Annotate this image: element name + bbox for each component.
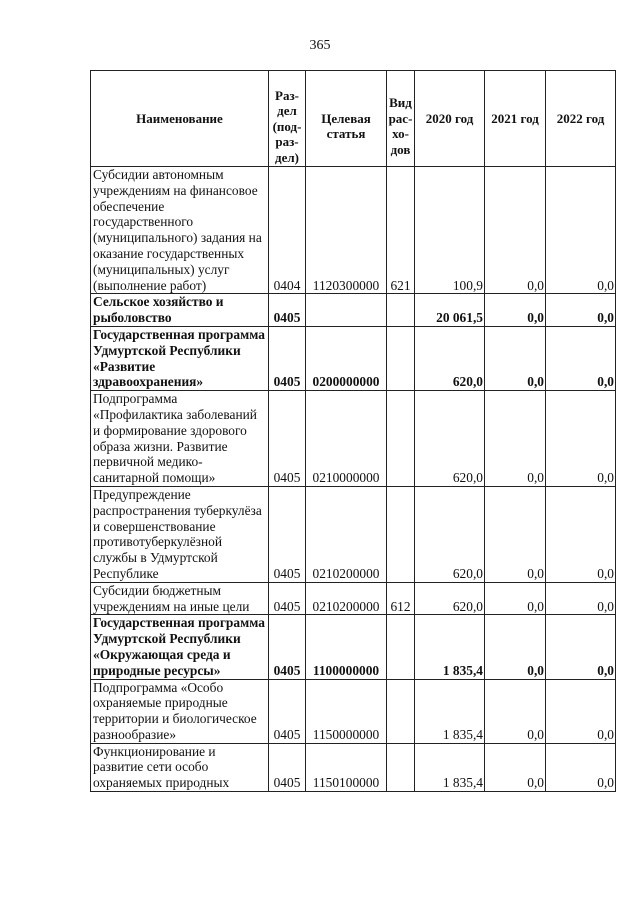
table-row: [91, 391, 616, 487]
cell-kind: 612: [387, 582, 415, 615]
col-header-name-label: Наименование: [136, 110, 223, 126]
cell-2022: 0,0: [546, 391, 616, 487]
cell-section: 0405: [269, 582, 306, 615]
cell-2020: 1 835,4: [415, 743, 485, 791]
cell-target: 1100000000: [306, 615, 387, 679]
cell-name: Подпрограмма «Профилактика заболеваний и формирование здорового образа жизни. Развитие первичной медико-санитарной помощи»: [91, 391, 269, 487]
cell-2022: 0,0: [546, 743, 616, 791]
cell-kind: [387, 326, 415, 390]
cell-section: 0405: [269, 743, 306, 791]
cell-name: Государственная программа Удмуртской Республики «Развитие здравоохранения»: [91, 326, 269, 390]
col-header-2021: [485, 71, 546, 167]
cell-2021: 0,0: [485, 294, 546, 327]
page-number: 365: [309, 38, 331, 53]
col-header-name: [91, 71, 269, 167]
cell-target: 0210200000: [306, 582, 387, 615]
cell-kind: [387, 391, 415, 487]
cell-2022: 0,0: [546, 486, 616, 582]
col-header-section: [269, 71, 306, 167]
cell-target: 1150000000: [306, 679, 387, 743]
cell-2021: 0,0: [485, 615, 546, 679]
table-row: [91, 294, 616, 327]
cell-target: 1120300000: [306, 167, 387, 294]
cell-section: 0405: [269, 486, 306, 582]
cell-2022: 0,0: [546, 582, 616, 615]
cell-2021: 0,0: [485, 582, 546, 615]
cell-kind: [387, 615, 415, 679]
cell-section: 0405: [269, 326, 306, 390]
cell-2020: 1 835,4: [415, 679, 485, 743]
cell-2020: 100,9: [415, 167, 485, 294]
table-row: [91, 615, 616, 679]
col-header-section-label: Раз- дел (под- раз- дел): [272, 87, 302, 165]
cell-section: 0405: [269, 615, 306, 679]
cell-section: 0405: [269, 294, 306, 327]
cell-target: [306, 294, 387, 327]
col-header-2020-label: 2020 год: [425, 110, 474, 126]
cell-target: 1150100000: [306, 743, 387, 791]
table-row: [91, 582, 616, 615]
cell-name: Государственная программа Удмуртской Республики «Окружающая среда и природные ресурсы»: [91, 615, 269, 679]
cell-2020: 620,0: [415, 326, 485, 390]
cell-2022: 0,0: [546, 615, 616, 679]
cell-2020: 1 835,4: [415, 615, 485, 679]
cell-2021: 0,0: [485, 679, 546, 743]
cell-name: Предупреждение распространения туберкулёза и совершенствование противотуберкулёзной службы в Удмуртской Республике: [91, 486, 269, 582]
cell-2021: 0,0: [485, 167, 546, 294]
cell-2022: 0,0: [546, 326, 616, 390]
cell-target: 0210000000: [306, 391, 387, 487]
table-row: [91, 167, 616, 294]
table-row: [91, 326, 616, 390]
cell-section: 0404: [269, 167, 306, 294]
cell-2021: 0,0: [485, 326, 546, 390]
cell-section: 0405: [269, 391, 306, 487]
cell-2020: 20 061,5: [415, 294, 485, 327]
cell-2021: 0,0: [485, 743, 546, 791]
cell-name: Функционирование и развитие сети особо охраняемых природных: [91, 743, 269, 791]
col-header-target: [306, 71, 387, 167]
cell-2021: 0,0: [485, 486, 546, 582]
cell-kind: 621: [387, 167, 415, 294]
cell-kind: [387, 294, 415, 327]
col-header-2021-label: 2021 год: [491, 110, 539, 126]
table-header-row: [91, 71, 616, 167]
cell-target: 0200000000: [306, 326, 387, 390]
cell-2020: 620,0: [415, 582, 485, 615]
col-header-target-label: Целевая статья: [321, 110, 371, 142]
cell-name: Субсидии автономным учреждениям на финансовое обеспечение государственного (муниципального) задания на оказание государственных (муниципальных) услуг (выполнение работ): [91, 167, 269, 294]
cell-target: 0210200000: [306, 486, 387, 582]
cell-kind: [387, 486, 415, 582]
cell-2020: 620,0: [415, 391, 485, 487]
col-header-2022: [546, 71, 616, 167]
table-row: [91, 743, 616, 791]
col-header-kind-label: Вид рас- хо- дов: [388, 95, 413, 157]
cell-name: Субсидии бюджетным учреждениям на иные цели: [91, 582, 269, 615]
table-row: [91, 486, 616, 582]
cell-2021: 0,0: [485, 391, 546, 487]
cell-2022: 0,0: [546, 679, 616, 743]
cell-2020: 620,0: [415, 486, 485, 582]
col-header-2022-label: 2022 год: [556, 110, 605, 126]
budget-table: [90, 70, 616, 792]
cell-2022: 0,0: [546, 167, 616, 294]
cell-kind: [387, 679, 415, 743]
col-header-2020: [415, 71, 485, 167]
cell-kind: [387, 743, 415, 791]
table-row: [91, 679, 616, 743]
col-header-kind: [387, 71, 415, 167]
cell-name: Подпрограмма «Особо охраняемые природные территории и биологическое разнообразие»: [91, 679, 269, 743]
cell-name: Сельское хозяйство и рыболовство: [91, 294, 269, 327]
cell-section: 0405: [269, 679, 306, 743]
cell-2022: 0,0: [546, 294, 616, 327]
